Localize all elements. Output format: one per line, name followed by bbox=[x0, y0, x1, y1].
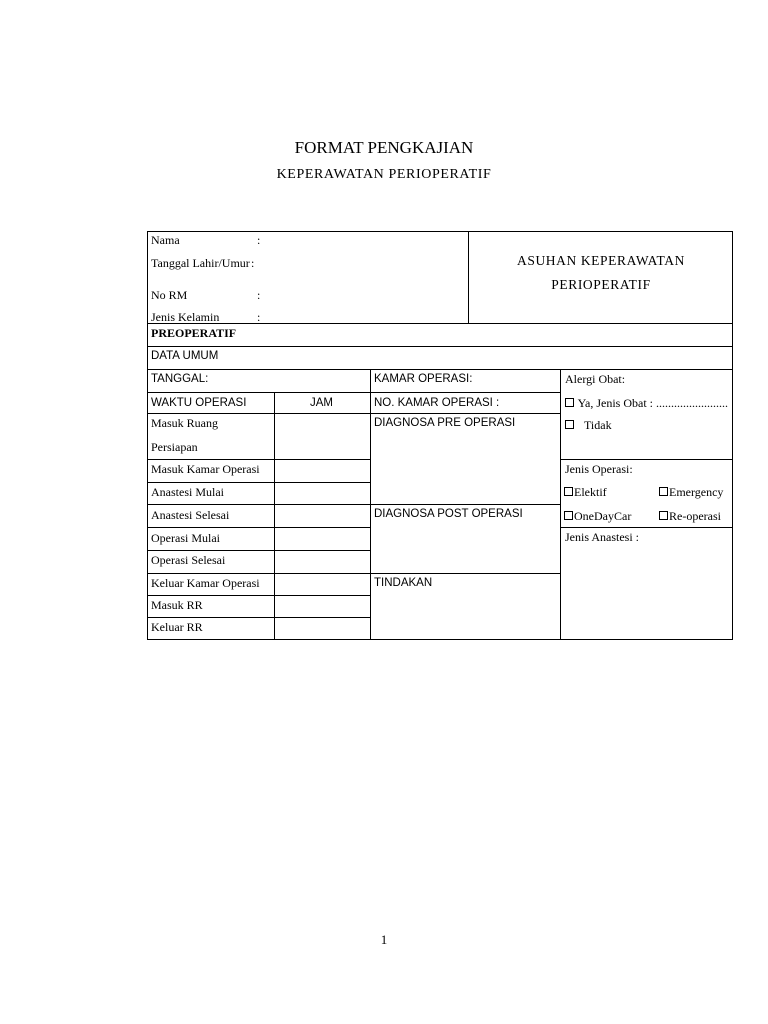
waktu-operasi-label: WAKTU OPERASI bbox=[151, 397, 247, 409]
row-divider bbox=[147, 482, 370, 483]
table-border-left bbox=[147, 231, 148, 640]
checkbox-icon[interactable] bbox=[659, 487, 668, 496]
row-divider bbox=[147, 617, 370, 618]
row-divider bbox=[560, 527, 733, 528]
nama-label: Nama bbox=[151, 233, 180, 247]
row-divider bbox=[147, 323, 733, 324]
table-border-bottom bbox=[147, 639, 733, 640]
row-divider bbox=[370, 573, 560, 574]
row-divider bbox=[147, 527, 370, 528]
jenis-operasi-label: Jenis Operasi: bbox=[565, 462, 633, 476]
tanggal-label: TANGGAL: bbox=[151, 373, 209, 385]
asuhan-subtitle: PERIOPERATIF bbox=[551, 277, 651, 292]
re-operasi-option[interactable] bbox=[659, 509, 721, 523]
row-divider bbox=[560, 459, 733, 460]
col-divider bbox=[274, 392, 275, 639]
row-divider bbox=[147, 573, 370, 574]
jenis-anastesi-label: Jenis Anastesi : bbox=[565, 530, 639, 544]
no-rm-colon: : bbox=[257, 288, 261, 302]
anastesi-mulai-label: Anastesi Mulai bbox=[151, 485, 224, 499]
kamar-operasi-label: KAMAR OPERASI: bbox=[374, 373, 473, 385]
row-divider bbox=[147, 504, 370, 505]
col-divider bbox=[560, 369, 561, 639]
checkbox-icon[interactable] bbox=[659, 511, 668, 520]
ya-jenis-obat-label: Ya, Jenis Obat : ........................ bbox=[577, 396, 729, 410]
elektif-label: Elektif bbox=[574, 485, 607, 499]
keluar-kamar-operasi-label: Keluar Kamar Operasi bbox=[151, 576, 260, 590]
preoperatif-heading: PREOPERATIF bbox=[151, 326, 237, 340]
masuk-ruang-label: Masuk Ruang bbox=[151, 416, 218, 430]
onedaycar-option[interactable] bbox=[564, 509, 631, 523]
row-divider bbox=[147, 392, 560, 393]
masuk-kamar-operasi-label: Masuk Kamar Operasi bbox=[151, 462, 260, 476]
checkbox-icon[interactable] bbox=[565, 420, 574, 429]
tidak-label: Tidak bbox=[584, 418, 612, 432]
row-divider bbox=[147, 595, 370, 596]
data-umum-heading: DATA UMUM bbox=[151, 350, 219, 362]
row-divider bbox=[147, 550, 370, 551]
alergi-obat-label: Alergi Obat: bbox=[565, 372, 626, 386]
row-divider bbox=[147, 369, 733, 370]
elektif-option[interactable] bbox=[564, 485, 607, 499]
keluar-rr-label: Keluar RR bbox=[151, 620, 203, 634]
diagnosa-pre-label: DIAGNOSA PRE OPERASI bbox=[374, 417, 516, 429]
checkbox-icon[interactable] bbox=[565, 398, 574, 407]
diagnosa-post-label: DIAGNOSA POST OPERASI bbox=[374, 508, 523, 520]
tanggal-lahir-label: Tanggal Lahir/Umur bbox=[151, 256, 250, 270]
jenis-kelamin-colon: : bbox=[257, 310, 261, 324]
no-rm-label: No RM bbox=[151, 288, 188, 302]
nama-colon: : bbox=[257, 233, 261, 247]
jenis-kelamin-label: Jenis Kelamin bbox=[151, 310, 220, 324]
no-kamar-operasi-label: NO. KAMAR OPERASI : bbox=[374, 397, 500, 409]
table-border-top bbox=[147, 231, 733, 232]
operasi-mulai-label: Operasi Mulai bbox=[151, 531, 220, 545]
checkbox-icon[interactable] bbox=[564, 487, 573, 496]
tanggal-lahir-colon: : bbox=[251, 256, 255, 270]
jam-label: JAM bbox=[310, 397, 333, 409]
asuhan-title: ASUHAN KEPERAWATAN bbox=[516, 253, 685, 268]
col-divider bbox=[370, 369, 371, 639]
persiapan-label: Persiapan bbox=[151, 440, 198, 454]
onedaycar-label: OneDayCar bbox=[574, 509, 632, 523]
page-number: 1 bbox=[380, 932, 388, 947]
emergency-option[interactable] bbox=[659, 485, 723, 499]
tindakan-label: TINDAKAN bbox=[374, 577, 433, 589]
anastesi-selesai-label: Anastesi Selesai bbox=[151, 508, 230, 522]
checkbox-icon[interactable] bbox=[564, 511, 573, 520]
row-divider bbox=[147, 413, 560, 414]
re-operasi-label: Re-operasi bbox=[669, 509, 721, 523]
masuk-rr-label: Masuk RR bbox=[151, 598, 203, 612]
page-subtitle: KEPERAWATAN PERIOPERATIF bbox=[276, 167, 492, 182]
row-divider bbox=[370, 504, 560, 505]
page-title: FORMAT PENGKAJIAN bbox=[294, 138, 474, 157]
alergi-ya-option[interactable] bbox=[565, 396, 728, 410]
row-divider bbox=[147, 346, 733, 347]
operasi-selesai-label: Operasi Selesai bbox=[151, 553, 226, 567]
row-divider bbox=[147, 459, 370, 460]
emergency-label: Emergency bbox=[669, 485, 724, 499]
alergi-tidak-option[interactable] bbox=[565, 418, 612, 432]
